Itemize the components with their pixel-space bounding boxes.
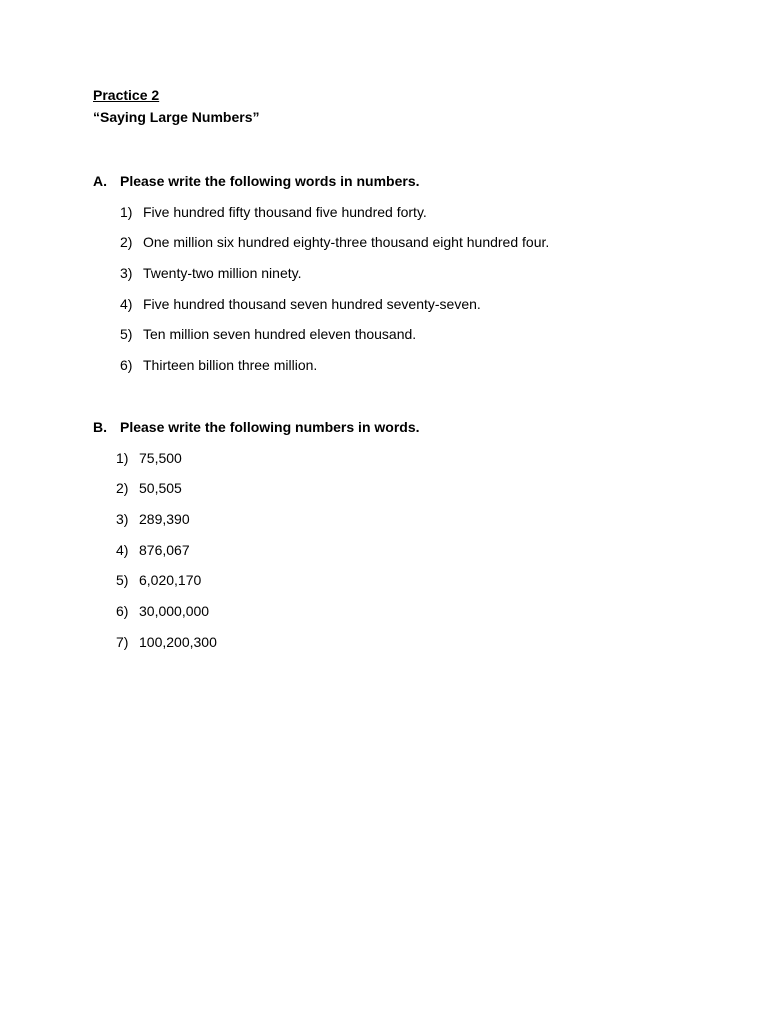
section-b-letter: B.	[93, 419, 107, 435]
section-a-letter: A.	[93, 173, 107, 189]
section-b-list	[116, 450, 420, 651]
item-text: 876,067	[139, 541, 190, 558]
list-item	[116, 450, 420, 467]
item-number: 3)	[120, 265, 133, 282]
item-text: 30,000,000	[139, 603, 210, 620]
item-number: 6)	[120, 357, 133, 374]
item-text: Ten million seven hundred eleven thousand.	[143, 326, 417, 343]
list-item	[116, 542, 420, 559]
item-text: 100,200,300	[139, 633, 217, 650]
section-a	[93, 173, 549, 374]
section-b	[93, 419, 420, 651]
item-number: 2)	[120, 234, 133, 251]
document-subtitle: “Saying Large Numbers”	[93, 109, 260, 125]
item-number: 1)	[116, 449, 129, 466]
list-item	[116, 480, 420, 497]
item-number: 3)	[116, 511, 129, 528]
list-item	[120, 265, 549, 282]
item-text: 6,020,170	[139, 572, 202, 589]
item-text: Five hundred fifty thousand five hundred forty.	[143, 203, 427, 220]
section-a-instruction: Please write the following words in numbers.	[120, 173, 420, 189]
item-text: Five hundred thousand seven hundred seventy-seven.	[143, 295, 481, 312]
list-item	[120, 204, 549, 221]
item-text: One million six hundred eighty-three thousand eight hundred four.	[143, 234, 550, 251]
list-item	[120, 326, 549, 343]
item-number: 5)	[116, 572, 129, 589]
section-b-heading	[93, 419, 420, 436]
item-number: 1)	[120, 203, 133, 220]
item-text: 75,500	[139, 449, 182, 466]
list-item	[116, 511, 420, 528]
list-item	[116, 603, 420, 620]
list-item	[116, 634, 420, 651]
list-item	[120, 234, 549, 251]
item-number: 6)	[116, 603, 129, 620]
item-text: Thirteen billion three million.	[143, 357, 318, 374]
item-number: 4)	[116, 541, 129, 558]
item-number: 7)	[116, 633, 129, 650]
item-text: 50,505	[139, 480, 182, 497]
item-number: 2)	[116, 480, 129, 497]
section-a-heading	[93, 173, 549, 190]
item-number: 4)	[120, 295, 133, 312]
list-item	[116, 572, 420, 589]
section-a-list	[120, 204, 549, 374]
list-item	[120, 357, 549, 374]
document-title: Practice 2	[93, 87, 160, 103]
item-text: Twenty-two million ninety.	[143, 265, 302, 282]
section-b-instruction: Please write the following numbers in words.	[120, 419, 420, 435]
item-number: 5)	[120, 326, 133, 343]
item-text: 289,390	[139, 511, 190, 528]
list-item	[120, 296, 549, 313]
